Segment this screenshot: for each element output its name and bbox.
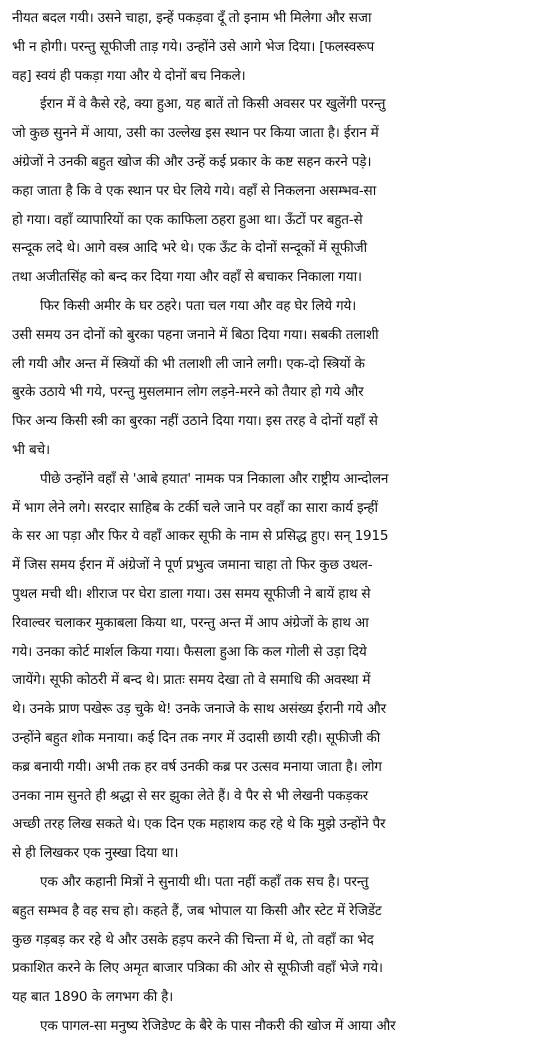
text-line: फिर अन्य किसी स्त्री का बुरका नहीं उठाने दिया गया। इस तरह वे दोनों यहाँ से [12, 413, 378, 430]
text-line: कहा जाता है कि वे एक स्थान पर घेर लिये गये। वहाँ से निकलना असम्भव-सा [12, 182, 377, 199]
text-line: अंग्रेजों ने उनकी बहुत खोज की और उन्हें कई प्रकार के कष्ट सहन करने पड़े। [12, 153, 372, 170]
text-line: नीयत बदल गयी। उसने चाहा, इन्हें पकड़वा दूँ तो इनाम भी मिलेगा और सजा [12, 10, 372, 26]
text-line: सन्दूक लदे थे। आगे वस्त्र आदि भरे थे। एक ऊँट के दोनों सन्दूकों में सूफीजी [12, 240, 367, 257]
paragraph-start-line: एक पागल-सा मनुष्य रेजिडेण्ट के बैरे के पास नौकरी की खोज में आया और [40, 1017, 396, 1034]
text-line: के सर आ पड़ा और फिर ये वहाँ आकर सूफी के नाम से प्रसिद्ध हुए। सन् 1915 [12, 528, 389, 545]
text-line: प्रकाशित करने के लिए अमृत बाजार पत्रिका की ओर से सूफीजी वहाँ भेजे गये। [12, 960, 383, 977]
text-line: उन्होंने बहुत शोक मनाया। कई दिन तक नगर में उदासी छायी रही। सूफीजी की [12, 729, 381, 746]
paragraph-start-line: ईरान में वे कैसे रहे, क्या हुआ, यह बातें तो किसी अवसर पर खुलेंगी परन्तु [40, 96, 386, 113]
text-line: में भाग लेने लगे। सरदार साहिब के टर्की चले जाने पर वहाँ का सारा कार्य इन्हीं [12, 499, 378, 516]
text-line: कुछ गड़बड़ कर रहे थे और उसके हड़प करने की चिन्ता में थे, तो वहाँ का भेद [12, 931, 374, 948]
text-line: रिवाल्वर चलाकर मुकाबला किया था, परन्तु अन्त में आप अंग्रेजों के हाथ आ [12, 614, 369, 631]
text-line: से ही लिखकर एक नुस्खा दिया था। [12, 845, 179, 862]
text-line: भी बचे। [12, 441, 50, 458]
text-line: वह] स्वयं ही पकड़ा गया और ये दोनों बच निकले। [12, 67, 246, 84]
text-line: अच्छी तरह लिख सकते थे। एक दिन एक महाशय कह रहे थे कि मुझे उन्होंने पैर [12, 816, 386, 833]
text-line: ली गयी और अन्त में स्त्रियों की भी तलाशी ली जाने लगी। एक-दो स्त्रियों के [12, 355, 365, 372]
text-line: में जिस समय ईरान में अंग्रेजों ने पूर्ण प्रभुत्व जमाना चाहा तो फिर कुछ उथल- [12, 557, 373, 574]
text-line: भी न होगी। परन्तु सूफीजी ताड़ गये। उन्होंने उसे आगे भेज दिया। [फलस्वरूप [12, 38, 375, 55]
text-line: गये। उनका कोर्ट मार्शल किया गया। फैसला हुआ कि कल गोली से उड़ा दिये [12, 643, 367, 660]
text-line: हो गया। वहाँ व्यापारियों का एक काफिला ठहरा हुआ था। ऊँटों पर बहुत-से [12, 211, 363, 228]
text-line: यह बात 1890 के लगभग की है। [12, 989, 174, 1006]
text-line: जायेंगे। सूफी कोठरी में बन्द थे। प्रातः समय देखा तो वे समाधि की अवस्था में [12, 672, 371, 689]
text-line: तथा अजीतसिंह को बन्द कर दिया गया और वहाँ से बचाकर निकाला गया। [12, 269, 362, 286]
text-line: कब्र बनायी गयी। अभी तक हर वर्ष उनकी कब्र पर उत्सव मनाया जाता है। लोग [12, 758, 382, 775]
text-line: थे। उनके प्राण पखेरू उड़ चुके थे! उनके जनाजे के साथ असंख्य ईरानी गये और [12, 701, 386, 718]
paragraph-start-line: फिर किसी अमीर के घर ठहरे। पता चल गया और वह घेर लिये गये। [40, 297, 357, 314]
text-line: उनका नाम सुनते ही श्रद्धा से सर झुका लेते हैं। वे पैर से भी लेखनी पकड़कर [12, 787, 369, 804]
text-line: पुथल मची थी। शीराज पर घेरा डाला गया। उस समय सूफीजी ने बायें हाथ से [12, 585, 371, 602]
text-line: बुरके उठाये भी गये, परन्तु मुसलमान लोग लड़ने-मरने को तैयार हो गये और [12, 384, 364, 401]
text-line: उसी समय उन दोनों को बुरका पहना जनाने में बिठा दिया गया। सबकी तलाशी [12, 326, 379, 343]
paragraph-start-line: एक और कहानी मित्रों ने सुनायी थी। पता नहीं कहाँ तक सच है। परन्तु [40, 873, 369, 890]
text-line: जो कुछ सुनने में आया, उसी का उल्लेख इस स्थान पर किया जाता है। ईरान में [12, 125, 379, 142]
paragraph-start-line: पीछे उन्होंने वहाँ से 'आबे हयात' नामक पत्र निकाला और राष्ट्रीय आन्दोलन [40, 470, 389, 487]
text-line: बहुत सम्भव है वह सच हो। कहते हैं, जब भोपाल या किसी और स्टेट में रेजिडेंट [12, 902, 382, 919]
